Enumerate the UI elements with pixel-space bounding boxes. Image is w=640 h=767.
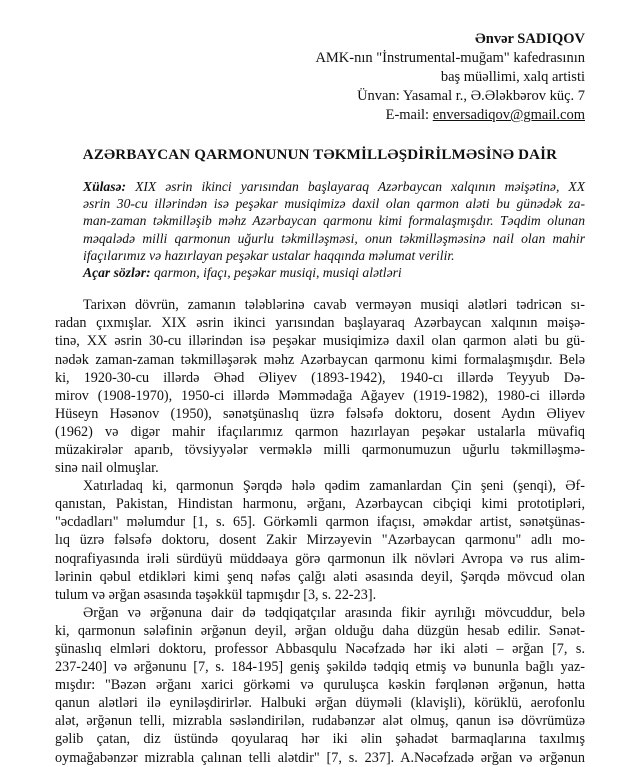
body-line: şünaslıq elmləri doktoru, professor Abbasqulu Nəcəfzadə hər iki aləti – ərğan [7, s. bbox=[55, 641, 585, 657]
body-line: gəlib çatan, diz üstündə qoyularaq hər iki əlin şəhadət barmaqlarına taxılmış bbox=[55, 731, 585, 748]
author-email-row bbox=[55, 106, 585, 125]
body-line: Ərğan və ərğənuna dair də tədqiqatçılar arasında fikir ayrılığı mövcuddur, belə bbox=[83, 604, 585, 621]
body-line: alət, ərğənun telli, mizrabla səsləndirilən, rudabənzər alət olmuş, qanun isə dövrümüzə bbox=[55, 713, 585, 730]
body-line: mirov (1908-1970), 1950-ci illərdə Məmmədağa Ağayev (1919-1982), 1980-ci illərdə bbox=[55, 387, 585, 404]
body-line: ki, 1920-30-cu illərdə Əhəd Əliyev (1893-1942), 1940-cı illərdə Teyyub Də- bbox=[55, 369, 585, 386]
author-block bbox=[55, 30, 585, 125]
paper-page bbox=[55, 30, 585, 767]
body-line: qanun alətləri ilə eyniləşdirirlər. Halbuki ərğan düyməli (klavişli), körüklü, aerofonlu bbox=[55, 695, 585, 712]
body-line: müzakirələr aparıb, tövsiyyələr verməklə milli qarmonumuzun uğurlu təkmilləşmə- bbox=[55, 441, 585, 458]
body-line: tulum və ərğan əsasında təşəkkül tapmışdır [3, s. 22-23]. bbox=[55, 586, 377, 603]
keywords-label: Açar sözlər: bbox=[83, 265, 151, 281]
body-line: Xatırladaq ki, qarmonun Şərqdə hələ qədim zamanlardan Çin şeni (şenqi), Əf- bbox=[83, 478, 585, 495]
paragraph-3 bbox=[55, 604, 585, 767]
author-affiliation: AMK-nın "İnstrumental-muğam" kafedrasının bbox=[315, 50, 585, 66]
paper-title: AZƏRBAYCAN QARMONUNUN TƏKMİLLƏŞDİRİLMƏSİNƏ DAİR bbox=[82, 147, 558, 163]
abstract-line: əsrin 30-cu illərindən isə peşəkar musiqimizə daxil olan qarmon aləti bu günədək za- bbox=[83, 196, 585, 212]
body-line: qanıstan, Pakistan, Hindistan harmonu, ərğanı, Azərbaycan cibçiqi kimi prototipləri, bbox=[55, 496, 585, 513]
paragraph-2 bbox=[55, 477, 585, 604]
body-line: Hüseyn Həsənov (1950), sənətşünaslıq üzrə fəlsəfə doktoru, dosent Aydın Əliyev bbox=[55, 405, 585, 422]
body-text bbox=[55, 296, 585, 766]
body-line: lərinin qəbul etdikləri kimi şenq nəfəs çalğı aləti əsasında deyil, Şərqdə mövcud olan bbox=[55, 568, 585, 585]
body-line: lıq üzrə fəlsəfə doktoru, dosent Zakir Mirzəyevin "Azərbaycan qarmonu" adlı mo- bbox=[55, 532, 585, 549]
body-line: tinə, XX əsrin 30-cu illərindən isə peşəkar musiqimizə daxil olan qarmon aləti bu gü- bbox=[55, 333, 585, 350]
author-address: Ünvan: Yasamal r., Ə.Ələkbərov küç. 7 bbox=[357, 88, 585, 104]
abstract-line: man-zaman təkmilləşib məhz Azərbaycan qarmonu kimi formalaşmışdır. Təqdim olunan bbox=[83, 213, 585, 229]
email-label: E-mail: bbox=[385, 107, 433, 123]
body-line: 237-240] və ərğənunu [7, s. 184-195] geniş şəkildə tədqiq etmiş və bununla bağlı yaz- bbox=[55, 659, 585, 676]
body-line: noqrafiyasında irəli sürdüyü müddəaya görə qarmonun ilk növləri Avropa və rus alim- bbox=[55, 550, 585, 567]
body-line: "əcdadları" məlumdur [1, s. 65]. Görkəmli qarmon ifaçısı, əməkdar artist, sənətşünas- bbox=[55, 514, 585, 531]
body-line: radan çıxmışlar. XIX əsrin ikinci yarısından başlayaraq Azərbaycan xalqının məişə- bbox=[55, 315, 585, 332]
keywords-text: qarmon, ifaçı, peşəkar musiqi, musiqi alətləri bbox=[150, 265, 402, 281]
abstract-label: Xülasə: bbox=[83, 179, 127, 194]
email-link[interactable]: enversadiqov@gmail.com bbox=[432, 107, 585, 123]
author-name: Ənvər SADIQOV bbox=[475, 31, 585, 47]
paragraph-1 bbox=[55, 296, 585, 477]
body-line: Tarixən dövrün, zamanın tələblərinə cavab verməyən musiqi alətləri tədricən sı- bbox=[83, 297, 585, 314]
abstract-line: Xülasə: XIX əsrin ikinci yarısından başlayaraq Azərbaycan xalqının məişətinə, XX bbox=[83, 179, 585, 194]
body-line: nədək zaman-zaman təkmilləşərək məhz Azərbaycan qarmonu kimi formalaşmışdır. Belə bbox=[55, 351, 585, 368]
body-line: (1962) və digər mahir ifaçılarımız qarmon hazırlayan peşəkar ustalarla müvafiq bbox=[55, 423, 585, 440]
body-line: sinə nail olmuşlar. bbox=[55, 460, 159, 477]
body-line: mışdır: "Bəzən ərğanı xarici görkəmi və quruluşca kəskin fərqlənən ərğənun, hətta bbox=[55, 677, 585, 694]
keywords bbox=[55, 264, 585, 281]
abstract-line: ifaçılarımız və hazırlayan peşəkar ustalar haqqında məlumat verilir. bbox=[83, 247, 455, 263]
abstract bbox=[55, 178, 585, 264]
author-position: baş müəllimi, xalq artisti bbox=[440, 69, 585, 85]
abstract-line: məqalədə milli qarmonun uğurlu təkmilləşməsi, onun təkmilləşməsinə nail olan mahir bbox=[83, 230, 585, 246]
body-line: ki, qarmonun sələfinin ərğənun deyil, ərğan olduğu daha düzgün hesab edilir. Sənət- bbox=[55, 622, 585, 639]
body-line: oymağabənzər mizrabla çalınan telli alətdir" [7, s. 237]. A.Nəcəfzadə ərğan və ərğənun bbox=[55, 749, 585, 766]
